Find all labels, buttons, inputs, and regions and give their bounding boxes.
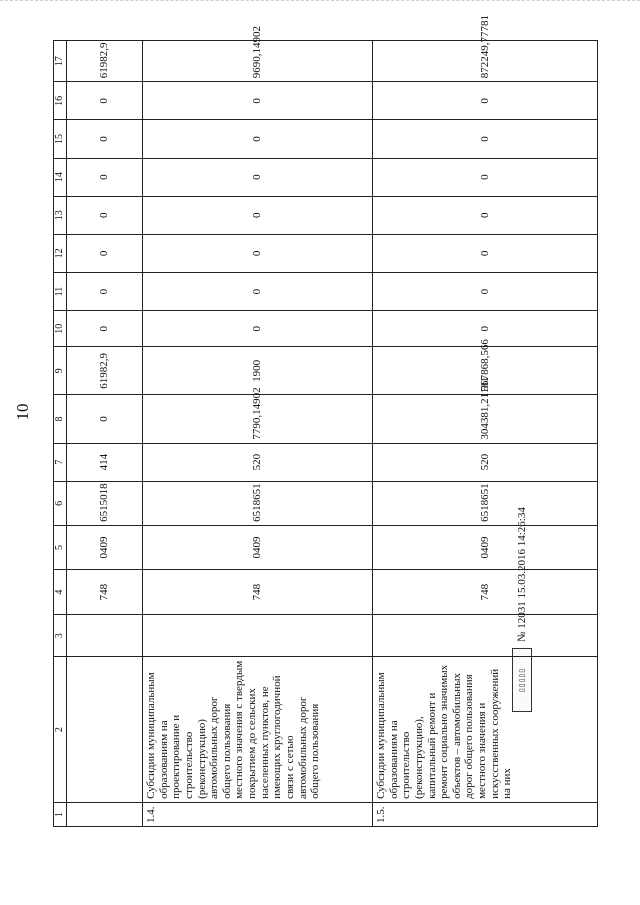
column-header: 17 [54, 41, 67, 82]
column-header: 6 [54, 481, 67, 525]
row-description [67, 657, 143, 803]
cell-c14: 0 [143, 158, 373, 196]
table-row [67, 41, 143, 827]
cell-c5: 0409 [67, 525, 143, 569]
column-header: 10 [54, 311, 67, 347]
cell-c11: 0 [373, 272, 598, 310]
column-header: 4 [54, 570, 67, 615]
column-header: 8 [54, 395, 67, 443]
cell-c11: 0 [143, 272, 373, 310]
stamp-text: № 12031 15.03.2016 14:26:34 [516, 507, 528, 642]
cell-c6: 6515018 [67, 481, 143, 525]
cell-c3 [143, 615, 373, 657]
cell-c14: 0 [373, 158, 598, 196]
cell-c17: 61982,9 [67, 41, 143, 82]
cell-c3 [373, 615, 598, 657]
cell-c8: 304381,21181 [373, 395, 598, 443]
column-header: 1 [54, 802, 67, 826]
column-header: 13 [54, 196, 67, 234]
cell-c7: 520 [143, 443, 373, 481]
cell-c16: 0 [373, 82, 598, 120]
cell-c9: 567868,566 [373, 347, 598, 395]
cell-c11: 0 [67, 272, 143, 310]
column-header: 2 [54, 657, 67, 803]
cell-c13: 0 [373, 196, 598, 234]
column-header: 11 [54, 272, 67, 310]
cell-c9: 1900 [143, 347, 373, 395]
table-row [143, 41, 373, 827]
column-header: 16 [54, 82, 67, 120]
column-header: 9 [54, 347, 67, 395]
stamp-logo-icon: ▯▯▯▯▯ [512, 648, 532, 712]
table-container [53, 15, 598, 827]
column-header: 15 [54, 120, 67, 158]
page-number: 10 [13, 403, 32, 421]
cell-c13: 0 [143, 196, 373, 234]
cell-c8: 0 [67, 395, 143, 443]
cell-c16: 0 [67, 82, 143, 120]
cell-c8: 7790,14902 [143, 395, 373, 443]
cell-c6: 6518651 [143, 481, 373, 525]
budget-table [53, 15, 598, 827]
scan-artifact-line [0, 0, 640, 11]
cell-c10: 0 [67, 311, 143, 347]
column-header: 12 [54, 234, 67, 272]
column-header: 3 [54, 615, 67, 657]
row-index: 1.5. [373, 802, 598, 826]
cell-c7: 414 [67, 443, 143, 481]
cell-c15: 0 [143, 120, 373, 158]
cell-c9: 61982,9 [67, 347, 143, 395]
cell-c14: 0 [67, 158, 143, 196]
cell-c15: 0 [67, 120, 143, 158]
column-header: 14 [54, 158, 67, 196]
column-header: 5 [54, 525, 67, 569]
cell-c6: 6518651 [373, 481, 598, 525]
cell-c16: 0 [143, 82, 373, 120]
cell-c5: 0409 [373, 525, 598, 569]
cell-c4: 748 [373, 570, 598, 615]
cell-c4: 748 [143, 570, 373, 615]
row-index [67, 802, 143, 826]
cell-c3 [67, 615, 143, 657]
column-number-row [54, 41, 67, 827]
row-description: Субсидии муниципальным образованиям на строительство (реконструкцию), капитальный ремонт и ремонт социально значимых объектов – автомобильных дорог общего пользования местного значения и искусственных сооружений на них [373, 657, 598, 803]
column-header: 7 [54, 443, 67, 481]
cell-c12: 0 [143, 234, 373, 272]
cell-c10: 0 [373, 311, 598, 347]
cell-c7: 520 [373, 443, 598, 481]
cell-c17: 872249,77781 [373, 41, 598, 82]
cell-c13: 0 [67, 196, 143, 234]
row-index: 1.4. [143, 802, 373, 826]
cell-c10: 0 [143, 311, 373, 347]
cell-c17: 9690,14902 [143, 41, 373, 82]
cell-c15: 0 [373, 120, 598, 158]
table-row [373, 41, 598, 827]
row-description: Субсидии муниципальным образованиям на проектирование и строительство (реконструкцию) автомобильных дорог общего пользования местного значения с твердым покрытием до сельских населенных пунктов, не имеющих круглогодичной связи с сетью автомобильных дорог общего пользования [143, 657, 373, 803]
cell-c12: 0 [67, 234, 143, 272]
cell-c5: 0409 [143, 525, 373, 569]
cell-c4: 748 [67, 570, 143, 615]
cell-c12: 0 [373, 234, 598, 272]
